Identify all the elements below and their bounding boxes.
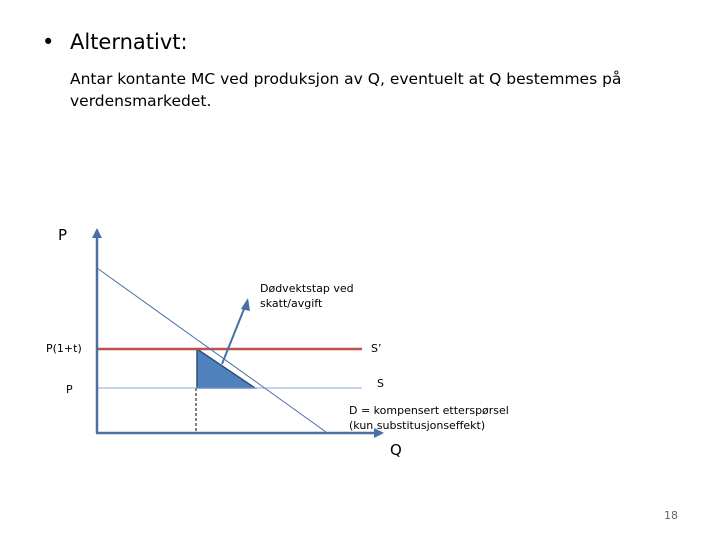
price-tax-label: P(1+t) [46,342,82,355]
demand-label [349,403,509,433]
deadweight-label-line-1: Dødvektstap ved [260,282,354,295]
body-line-1: Antar kontante MC ved produksjon av Q, eventuelt at Q bestemmes på [70,70,622,88]
bullet-symbol: • [42,30,55,54]
demand-label-line-2: (kun substitusjonseffekt) [349,419,486,432]
slide-heading: Alternativt: [70,30,188,54]
x-axis-label: Q [390,441,402,459]
page-number: 18 [664,509,678,522]
deadweight-label-line-2: skatt/avgift [260,297,323,310]
body-line-2: verdensmarkedet. [70,92,212,110]
supply-label: S [377,377,384,390]
supply-tax-label: S’ [371,342,382,355]
deadweight-pointer-arrowhead [241,298,250,311]
price-label: P [66,383,73,396]
deadweight-pointer-arrow [222,304,246,364]
deadweight-label [260,281,354,311]
y-axis-arrow [92,228,102,238]
demand-label-line-1: D = kompensert etterspørsel [349,404,509,417]
y-axis-label: P [58,226,68,244]
